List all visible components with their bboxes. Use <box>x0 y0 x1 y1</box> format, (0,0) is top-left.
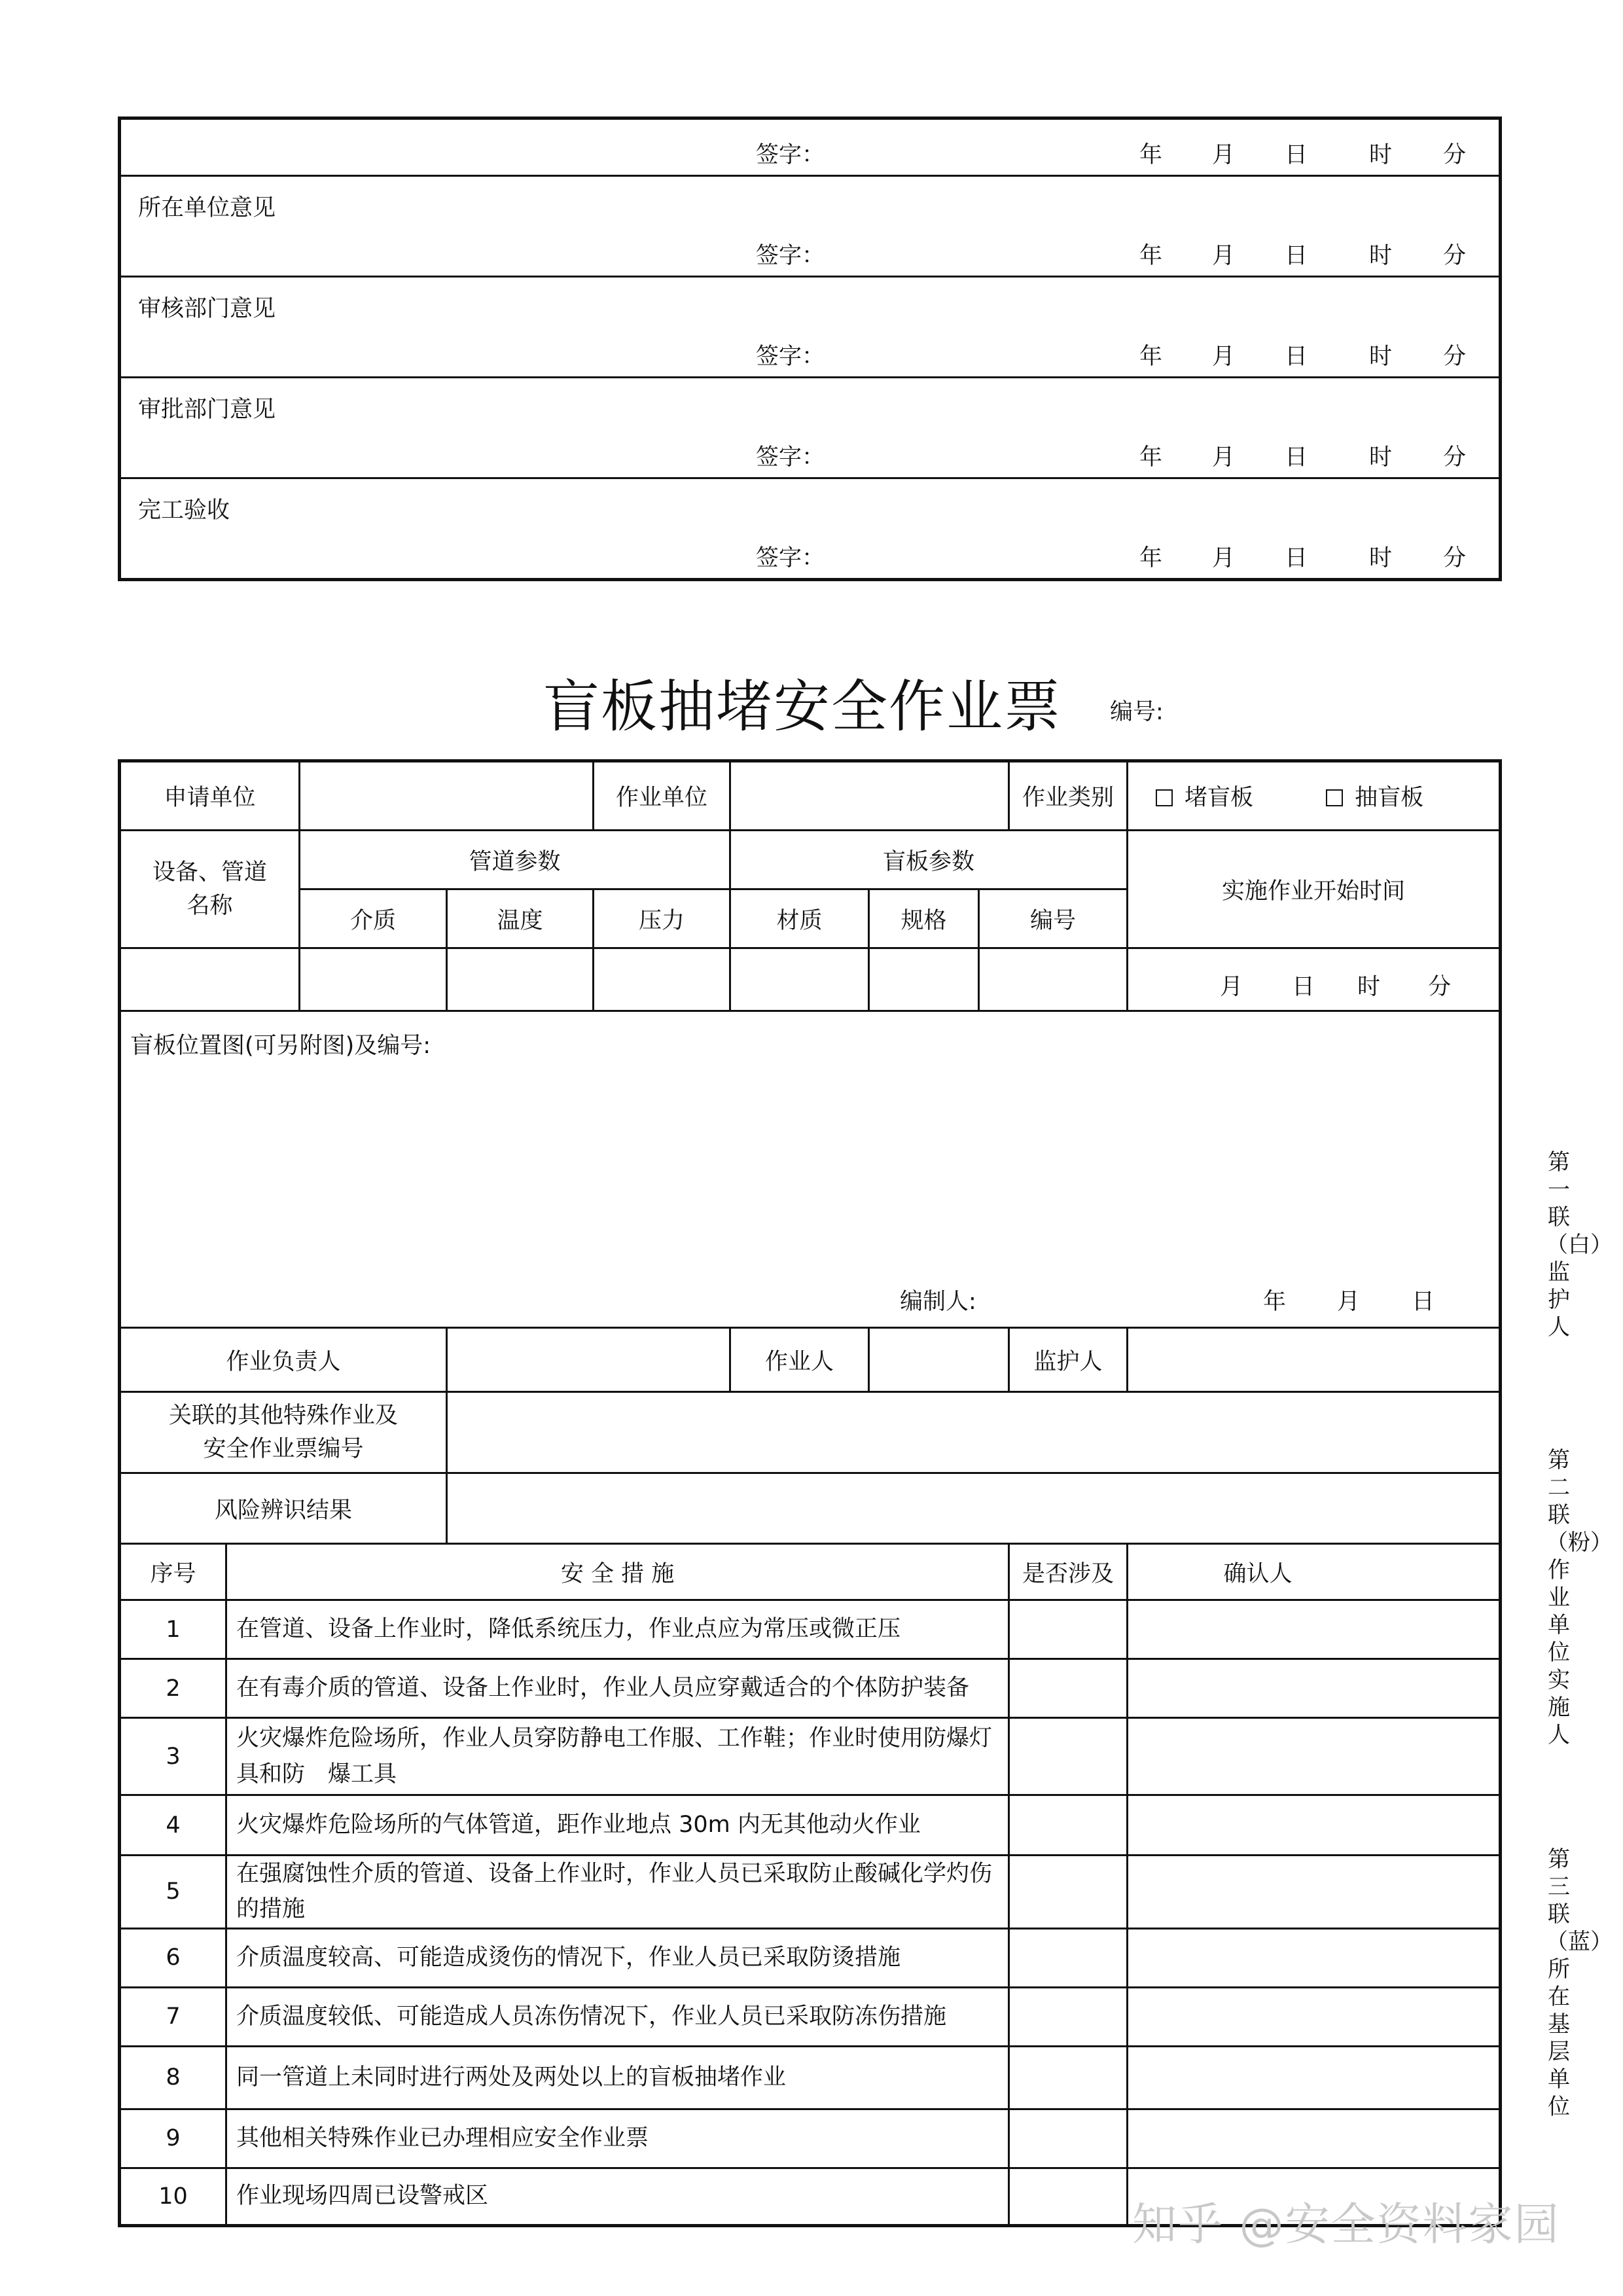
signature-row <box>121 540 1499 569</box>
measure-no: 6 <box>120 1928 226 1987</box>
month-label: 月 <box>1212 142 1236 168</box>
number-label: 编号 <box>979 889 1128 948</box>
year-label: 年 <box>1139 545 1163 571</box>
copy-note-second: 第二联（粉）作业单位实施人 <box>1546 1447 1613 1748</box>
day-label: 日 <box>1285 545 1308 571</box>
table-row <box>120 1600 1501 1659</box>
measure-no: 9 <box>120 2109 226 2168</box>
sign-label: 签字： <box>756 545 825 571</box>
related-permits-field[interactable] <box>447 1392 1501 1473</box>
year-label: 年 <box>1139 243 1163 269</box>
table-row <box>120 2046 1501 2109</box>
measure-text: 作业现场四周已设警戒区 <box>226 2168 1009 2225</box>
measure-no: 10 <box>120 2168 226 2225</box>
confirmer-field[interactable] <box>1128 1928 1501 1987</box>
sketch-label: 盲板位置图(可另附图)及编号: <box>130 1033 431 1059</box>
applicant-unit-label: 申请单位 <box>120 761 300 831</box>
month-label: 月 <box>1212 444 1236 471</box>
confirmer-header: 确认人 <box>1128 1544 1501 1600</box>
material-field[interactable] <box>730 948 869 1011</box>
hour-label: 时 <box>1369 344 1393 370</box>
work-unit-label: 作业单位 <box>594 761 730 831</box>
seq-header: 序号 <box>120 1544 226 1600</box>
year-label: 年 <box>1139 344 1163 370</box>
equipment-name-field[interactable] <box>120 948 300 1011</box>
table-row <box>120 1928 1501 1987</box>
unblock-checkbox[interactable] <box>1326 789 1343 806</box>
start-time-label: 实施作业开始时间 <box>1128 831 1501 948</box>
confirmer-field[interactable] <box>1128 1987 1501 2046</box>
unit-opinion-label: 所在单位意见 <box>138 195 276 221</box>
day-label: 日 <box>1285 444 1308 471</box>
involved-field[interactable] <box>1009 1928 1128 1987</box>
copy-note-first: 第一联（白）监护人 <box>1546 1149 1613 1340</box>
equipment-label-line2: 名称 <box>187 892 233 919</box>
involved-field[interactable] <box>1009 2109 1128 2168</box>
involved-field[interactable] <box>1009 1600 1128 1659</box>
risk-identification-field[interactable] <box>447 1473 1501 1544</box>
month-label: 月 <box>1212 545 1236 571</box>
measure-text: 同一管道上未同时进行两处及两处以上的盲板抽堵作业 <box>226 2046 1009 2109</box>
sign-label: 签字： <box>756 142 825 168</box>
involved-field[interactable] <box>1009 1795 1128 1856</box>
spec-field[interactable] <box>869 948 979 1011</box>
measure-text: 在有毒介质的管道、设备上作业时，作业人员应穿戴适合的个体防护装备 <box>226 1659 1009 1718</box>
related-label-line2: 安全作业票编号 <box>203 1435 364 1462</box>
measure-no: 5 <box>120 1856 226 1929</box>
minute-label: 分 <box>1443 142 1467 168</box>
compiler-label: 编制人: <box>900 1289 976 1315</box>
minute-label: 分 <box>1443 545 1467 571</box>
sign-label: 签字： <box>756 243 825 269</box>
minute-label: 分 <box>1443 444 1467 471</box>
measure-text: 火灾爆炸危险场所，作业人员穿防静电工作服、工作鞋；作业时使用防爆灯具和防 爆工具 <box>226 1718 1009 1795</box>
confirmer-field[interactable] <box>1128 2046 1501 2109</box>
compile-year-label: 年 <box>1263 1289 1287 1315</box>
day-label: 日 <box>1285 344 1308 370</box>
confirmer-field[interactable] <box>1128 1600 1501 1659</box>
involved-field[interactable] <box>1009 1987 1128 2046</box>
block-checkbox[interactable] <box>1156 789 1173 806</box>
minute-label: 分 <box>1443 243 1467 269</box>
related-label-line1: 关联的其他特殊作业及 <box>169 1402 399 1429</box>
copy-note-third: 第三联（蓝）所在基层单位 <box>1546 1846 1613 2120</box>
confirmer-field[interactable] <box>1128 1856 1501 1929</box>
measure-no: 1 <box>120 1600 226 1659</box>
measure-text: 介质温度较低、可能造成人员冻伤情况下，作业人员已采取防冻伤措施 <box>226 1987 1009 2046</box>
day-label: 日 <box>1285 142 1308 168</box>
work-leader-field[interactable] <box>447 1328 730 1392</box>
measure-no: 3 <box>120 1718 226 1795</box>
hour-label: 时 <box>1369 243 1393 269</box>
pressure-label: 压力 <box>594 889 730 948</box>
measure-text: 在管道、设备上作业时，降低系统压力，作业点应为常压或微正压 <box>226 1600 1009 1659</box>
blind-plate-work-permit-table <box>118 759 1502 2227</box>
temperature-label: 温度 <box>447 889 594 948</box>
signature-row <box>121 338 1499 370</box>
measure-text: 在强腐蚀性介质的管道、设备上作业时，作业人员已采取防止酸碱化学灼伤的措施 <box>226 1856 1009 1929</box>
involved-field[interactable] <box>1009 2046 1128 2109</box>
guardian-field[interactable] <box>1128 1328 1501 1392</box>
involved-field[interactable] <box>1009 1659 1128 1718</box>
pipeline-params-label: 管道参数 <box>300 831 730 889</box>
applicant-unit-field[interactable] <box>300 761 594 831</box>
completion-acceptance-cell[interactable] <box>120 478 1501 580</box>
compile-month-label: 月 <box>1337 1289 1361 1315</box>
watermark: 知乎 @安全资料家园 <box>1132 2199 1560 2251</box>
sign-label: 签字： <box>756 344 825 370</box>
measure-header: 安 全 措 施 <box>226 1544 1009 1600</box>
table-row <box>120 1659 1501 1718</box>
table-row <box>120 1856 1501 1929</box>
number-field[interactable] <box>979 948 1128 1011</box>
risk-identification-label: 风险辨识结果 <box>120 1473 447 1544</box>
hour-label: 时 <box>1369 545 1393 571</box>
start-hour-label: 时 <box>1357 974 1381 1000</box>
unit-opinion-cell[interactable] <box>120 176 1501 277</box>
document-number-label: 编号: <box>1110 699 1164 725</box>
blind-params-label: 盲板参数 <box>730 831 1128 889</box>
month-label: 月 <box>1212 344 1236 370</box>
sign-label: 签字： <box>756 444 825 471</box>
pressure-field[interactable] <box>594 948 730 1011</box>
equipment-label-line1: 设备、管道 <box>152 859 268 886</box>
work-leader-label: 作业负责人 <box>120 1328 447 1392</box>
previous-page-signature-table <box>118 117 1502 581</box>
table-row <box>120 1795 1501 1856</box>
measure-text: 介质温度较高、可能造成烫伤的情况下，作业人员已采取防烫措施 <box>226 1928 1009 1987</box>
signature-row <box>121 137 1499 166</box>
involved-field[interactable] <box>1009 1718 1128 1795</box>
completion-acceptance-label: 完工验收 <box>138 497 230 524</box>
signature-row <box>121 439 1499 471</box>
measure-text: 火灾爆炸危险场所的气体管道，距作业地点 30m 内无其他动火作业 <box>226 1795 1009 1856</box>
work-unit-field[interactable] <box>730 761 1009 831</box>
medium-label: 介质 <box>300 889 447 948</box>
measure-text: 其他相关特殊作业已办理相应安全作业票 <box>226 2109 1009 2168</box>
start-time-field[interactable] <box>1128 948 1501 1011</box>
measure-no: 7 <box>120 1987 226 2046</box>
document-title: 盲板抽堵安全作业票 <box>543 674 1061 740</box>
involved-header: 是否涉及 <box>1009 1544 1128 1600</box>
review-opinion-cell[interactable] <box>120 277 1501 378</box>
involved-field[interactable] <box>1009 2168 1128 2225</box>
year-label: 年 <box>1139 142 1163 168</box>
review-opinion-label: 审核部门意见 <box>138 296 276 322</box>
confirmer-field[interactable] <box>1128 1795 1501 1856</box>
equipment-name-label <box>120 831 300 948</box>
unblock-option-label: 抽盲板 <box>1355 785 1424 811</box>
guardian-label: 监护人 <box>1009 1328 1128 1392</box>
confirmer-field[interactable] <box>1128 1718 1501 1795</box>
confirmer-field[interactable] <box>1128 2109 1501 2168</box>
day-label: 日 <box>1285 243 1308 269</box>
start-minute-label: 分 <box>1428 974 1452 1000</box>
hour-label: 时 <box>1369 142 1393 168</box>
temperature-field[interactable] <box>447 948 594 1011</box>
approval-opinion-cell[interactable] <box>120 378 1501 478</box>
measure-no: 4 <box>120 1795 226 1856</box>
spec-label: 规格 <box>869 889 979 948</box>
approval-opinion-label: 审批部门意见 <box>138 397 276 423</box>
measure-no: 8 <box>120 2046 226 2109</box>
confirmer-field[interactable] <box>1128 1659 1501 1718</box>
year-label: 年 <box>1139 444 1163 471</box>
block-option-label: 堵盲板 <box>1185 785 1254 811</box>
month-label: 月 <box>1212 243 1236 269</box>
hour-label: 时 <box>1369 444 1393 471</box>
table-row <box>120 1987 1501 2046</box>
signature-row <box>121 238 1499 269</box>
start-day-label: 日 <box>1292 974 1315 1000</box>
worker-label: 作业人 <box>730 1328 869 1392</box>
work-type-options <box>1128 761 1501 831</box>
material-label: 材质 <box>730 889 869 948</box>
minute-label: 分 <box>1443 344 1467 370</box>
signature-cell <box>120 118 1501 176</box>
start-month-label: 月 <box>1220 974 1243 1000</box>
blind-position-sketch-area[interactable] <box>120 1011 1501 1328</box>
worker-field[interactable] <box>869 1328 1009 1392</box>
table-row <box>120 1718 1501 1795</box>
medium-field[interactable] <box>300 948 447 1011</box>
block-option[interactable] <box>1156 785 1253 811</box>
related-permits-label <box>120 1392 447 1473</box>
unblock-option[interactable] <box>1326 785 1423 811</box>
involved-field[interactable] <box>1009 1856 1128 1929</box>
measure-no: 2 <box>120 1659 226 1718</box>
work-type-label: 作业类别 <box>1009 761 1128 831</box>
compile-day-label: 日 <box>1412 1289 1435 1315</box>
table-row <box>120 2109 1501 2168</box>
